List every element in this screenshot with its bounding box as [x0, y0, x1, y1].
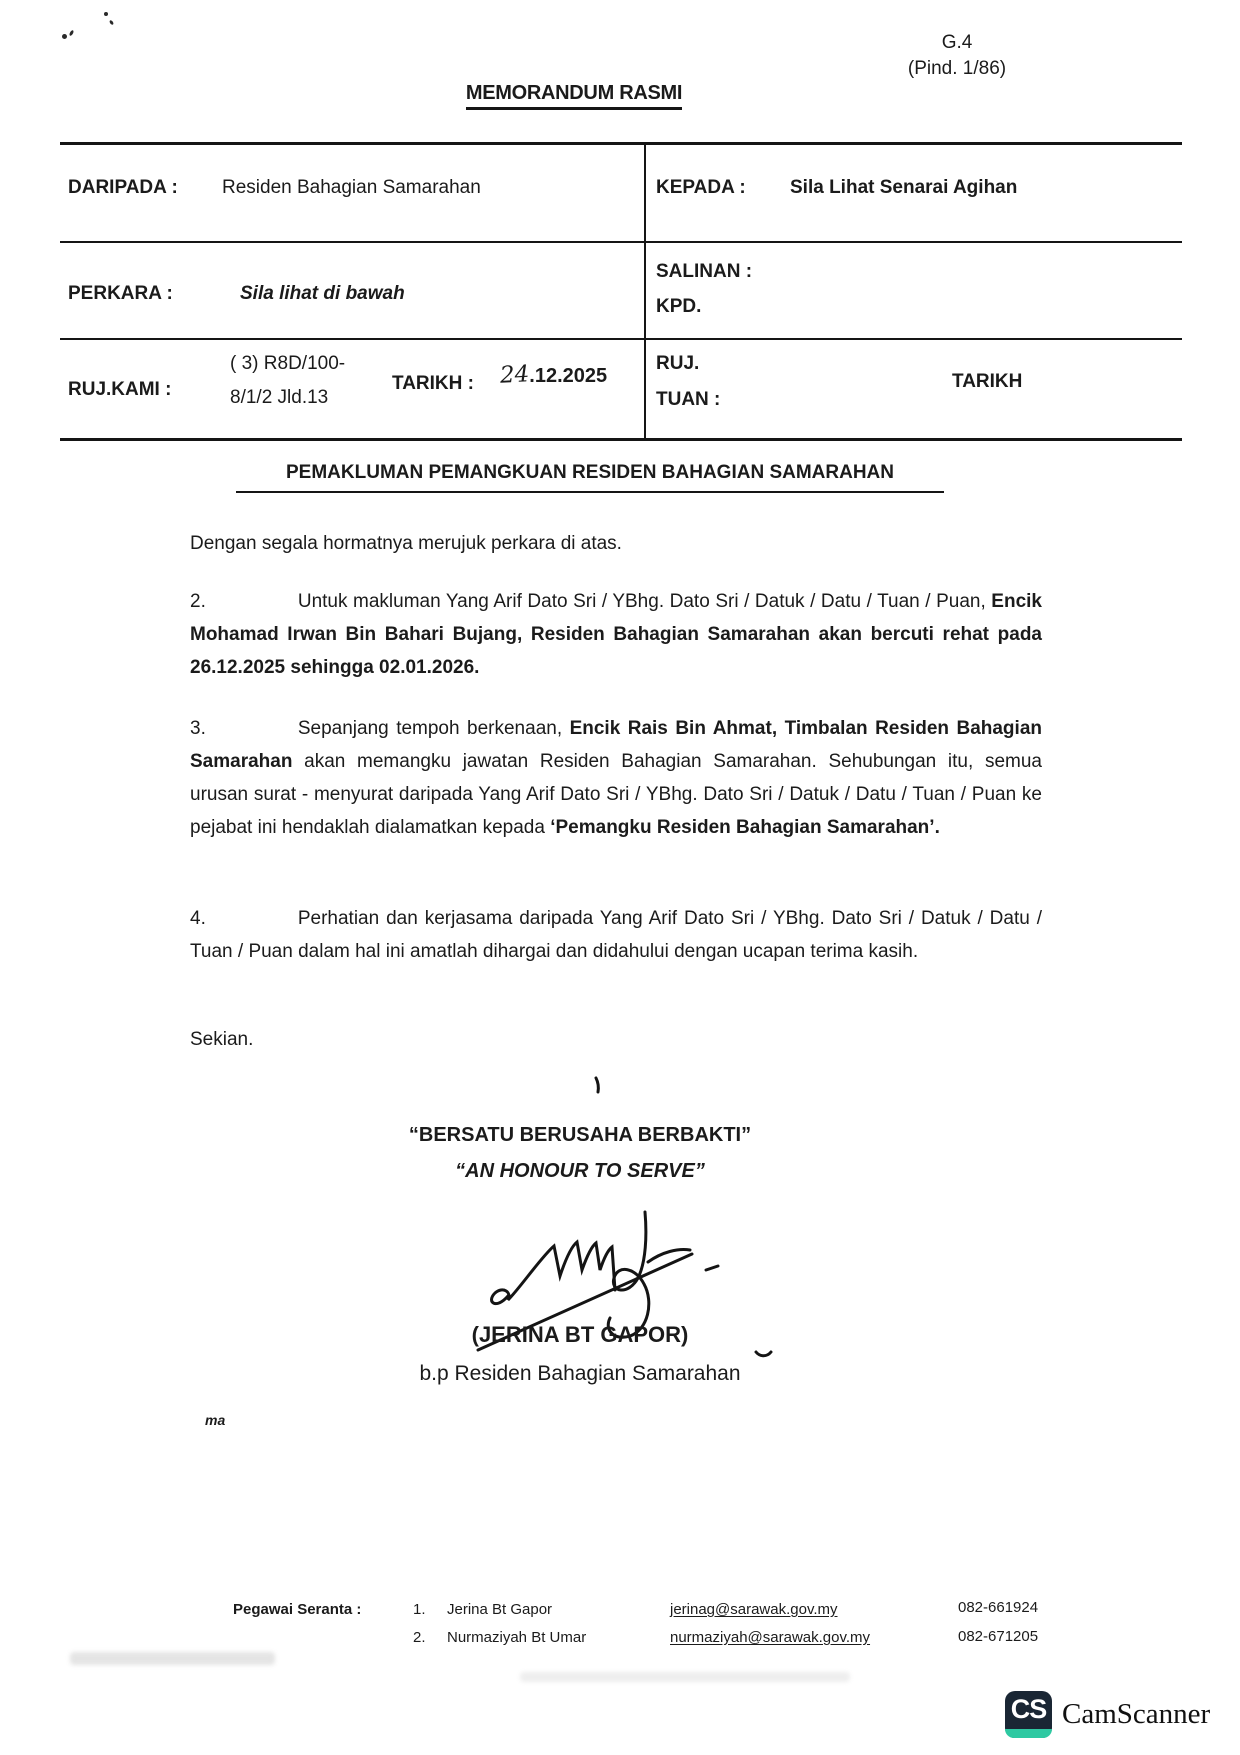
table-row-divider-2 [60, 338, 1182, 340]
scan-speck [104, 12, 108, 16]
subject-heading: PEMAKLUMAN PEMANGKUAN RESIDEN BAHAGIAN SAMARAHAN [70, 462, 1110, 493]
ruj-kami-label: RUJ.KAMI : [68, 379, 172, 400]
form-revision: (Pind. 1/86) [907, 58, 1007, 79]
camscanner-logo-accent-strip [1005, 1729, 1052, 1738]
scan-speck [109, 20, 114, 26]
salinan-kpd: KPD. [656, 296, 702, 317]
daripada-label: DARIPADA : [68, 177, 178, 198]
signatory-behalf: b.p Residen Bahagian Samarahan [419, 1362, 741, 1385]
paragraph-3-number: 3. [190, 718, 206, 739]
camscanner-wordmark: CamScanner [1062, 1698, 1211, 1730]
form-code: G.4 [941, 32, 973, 53]
contact-2-email: nurmaziyah@sarawak.gov.my [670, 1629, 871, 1646]
signatory-name: (JERINA BT GAPOR) [471, 1322, 689, 1347]
tarikh-rest: .12.2025 [529, 365, 608, 387]
paragraph-3 [190, 712, 1042, 844]
scan-speck [62, 34, 67, 39]
paragraph-4-text: Perhatian dan kerjasama daripada Yang Arif Dato Sri / YBhg. Dato Sri / Datuk / Datu / Tuan / Puan dalam hal ini amatlah dihargai dan didahului dengan ucapan terima kasih. [190, 908, 1042, 962]
paragraph-3-bold-a: Encik Rais Bin Ahmat, Timbalan Residen Bahagian Samarahan [190, 718, 1042, 772]
signature-mark [440, 1070, 780, 1360]
kepada-value: Sila Lihat Senarai Agihan [790, 177, 1018, 198]
paragraph-3-text-b: akan memangku jawatan Residen Bahagian Samarahan. Sehubungan itu, semua urusan surat - menyurat daripada Yang Arif Dato Sri / YBhg. Dato Sri / Datuk / Datu / Tuan / Puan ke pejabat ini hendaklah dialamatkan kepada [190, 751, 1042, 838]
tarikh-label: TARIKH : [392, 373, 474, 394]
footer-label: Pegawai Seranta : [233, 1601, 362, 1618]
paragraph-2 [190, 585, 1042, 684]
salinan-label: SALINAN : [656, 261, 753, 282]
paragraph-1: Dengan segala hormatnya merujuk perkara di atas. [190, 533, 622, 554]
form-id-block [872, 30, 1042, 82]
contact-1-phone: 082-661924 [958, 1599, 1039, 1616]
document-title: MEMORANDUM RASMI [60, 82, 1088, 110]
table-border-bottom [60, 438, 1182, 441]
typist-initials: ma [205, 1412, 226, 1428]
table-border-top [60, 142, 1182, 145]
tarikh-kanan-label: TARIKH [952, 371, 1023, 392]
ruj-kami-ref-line1: ( 3) R8D/100- [230, 353, 346, 374]
ruj-kami-ref-line2: 8/1/2 Jld.13 [230, 387, 329, 408]
tarikh-day-handwritten: 24 [499, 361, 530, 389]
kepada-label: KEPADA : [656, 177, 746, 198]
closing-word: Sekian. [190, 1029, 254, 1050]
paragraph-2-number: 2. [190, 591, 206, 612]
motto-line-1: “BERSATU BERUSAHA BERBAKTI” [408, 1124, 752, 1146]
tarikh-value [500, 362, 607, 388]
scan-smudge [70, 1652, 275, 1665]
paragraph-4-number: 4. [190, 908, 206, 929]
signature-apostrophe [596, 1078, 598, 1092]
perkara-value: Sila lihat di bawah [240, 283, 405, 304]
contact-2-name: Nurmaziyah Bt Umar [447, 1629, 587, 1646]
camscanner-logo-icon: CS [1005, 1691, 1052, 1738]
contact-1-email: jerinag@sarawak.gov.my [670, 1601, 838, 1618]
scan-smudge [520, 1672, 850, 1682]
contact-2-phone: 082-671205 [958, 1628, 1039, 1645]
paragraph-2-bold-text: Encik Mohamad Irwan Bin Bahari Bujang, Residen Bahagian Samarahan akan bercuti rehat pada 26.12.2025 sehingga 02.01.2026. [190, 591, 1042, 678]
motto-line-2: “AN HONOUR TO SERVE” [455, 1160, 705, 1182]
paragraph-3-bold-b: ‘Pemangku Residen Bahagian Samarahan’. [550, 817, 940, 838]
daripada-value: Residen Bahagian Samarahan [222, 177, 481, 198]
ruj-tuan-line2: TUAN : [656, 389, 721, 410]
contact-1-number: 1. [413, 1601, 426, 1618]
perkara-label: PERKARA : [68, 283, 173, 304]
paragraph-4 [190, 902, 1042, 968]
contact-2-number: 2. [413, 1629, 426, 1646]
paragraph-3-text-a: Sepanjang tempoh berkenaan, [297, 718, 570, 739]
contact-1-name: Jerina Bt Gapor [447, 1601, 553, 1618]
scan-speck [69, 30, 75, 37]
paragraph-2-text: Untuk makluman Yang Arif Dato Sri / YBhg. Dato Sri / Datuk / Datu / Tuan / Puan, [297, 591, 992, 612]
table-row-divider-1 [60, 241, 1182, 243]
table-column-divider [644, 142, 646, 438]
ruj-tuan-line1: RUJ. [656, 353, 700, 374]
